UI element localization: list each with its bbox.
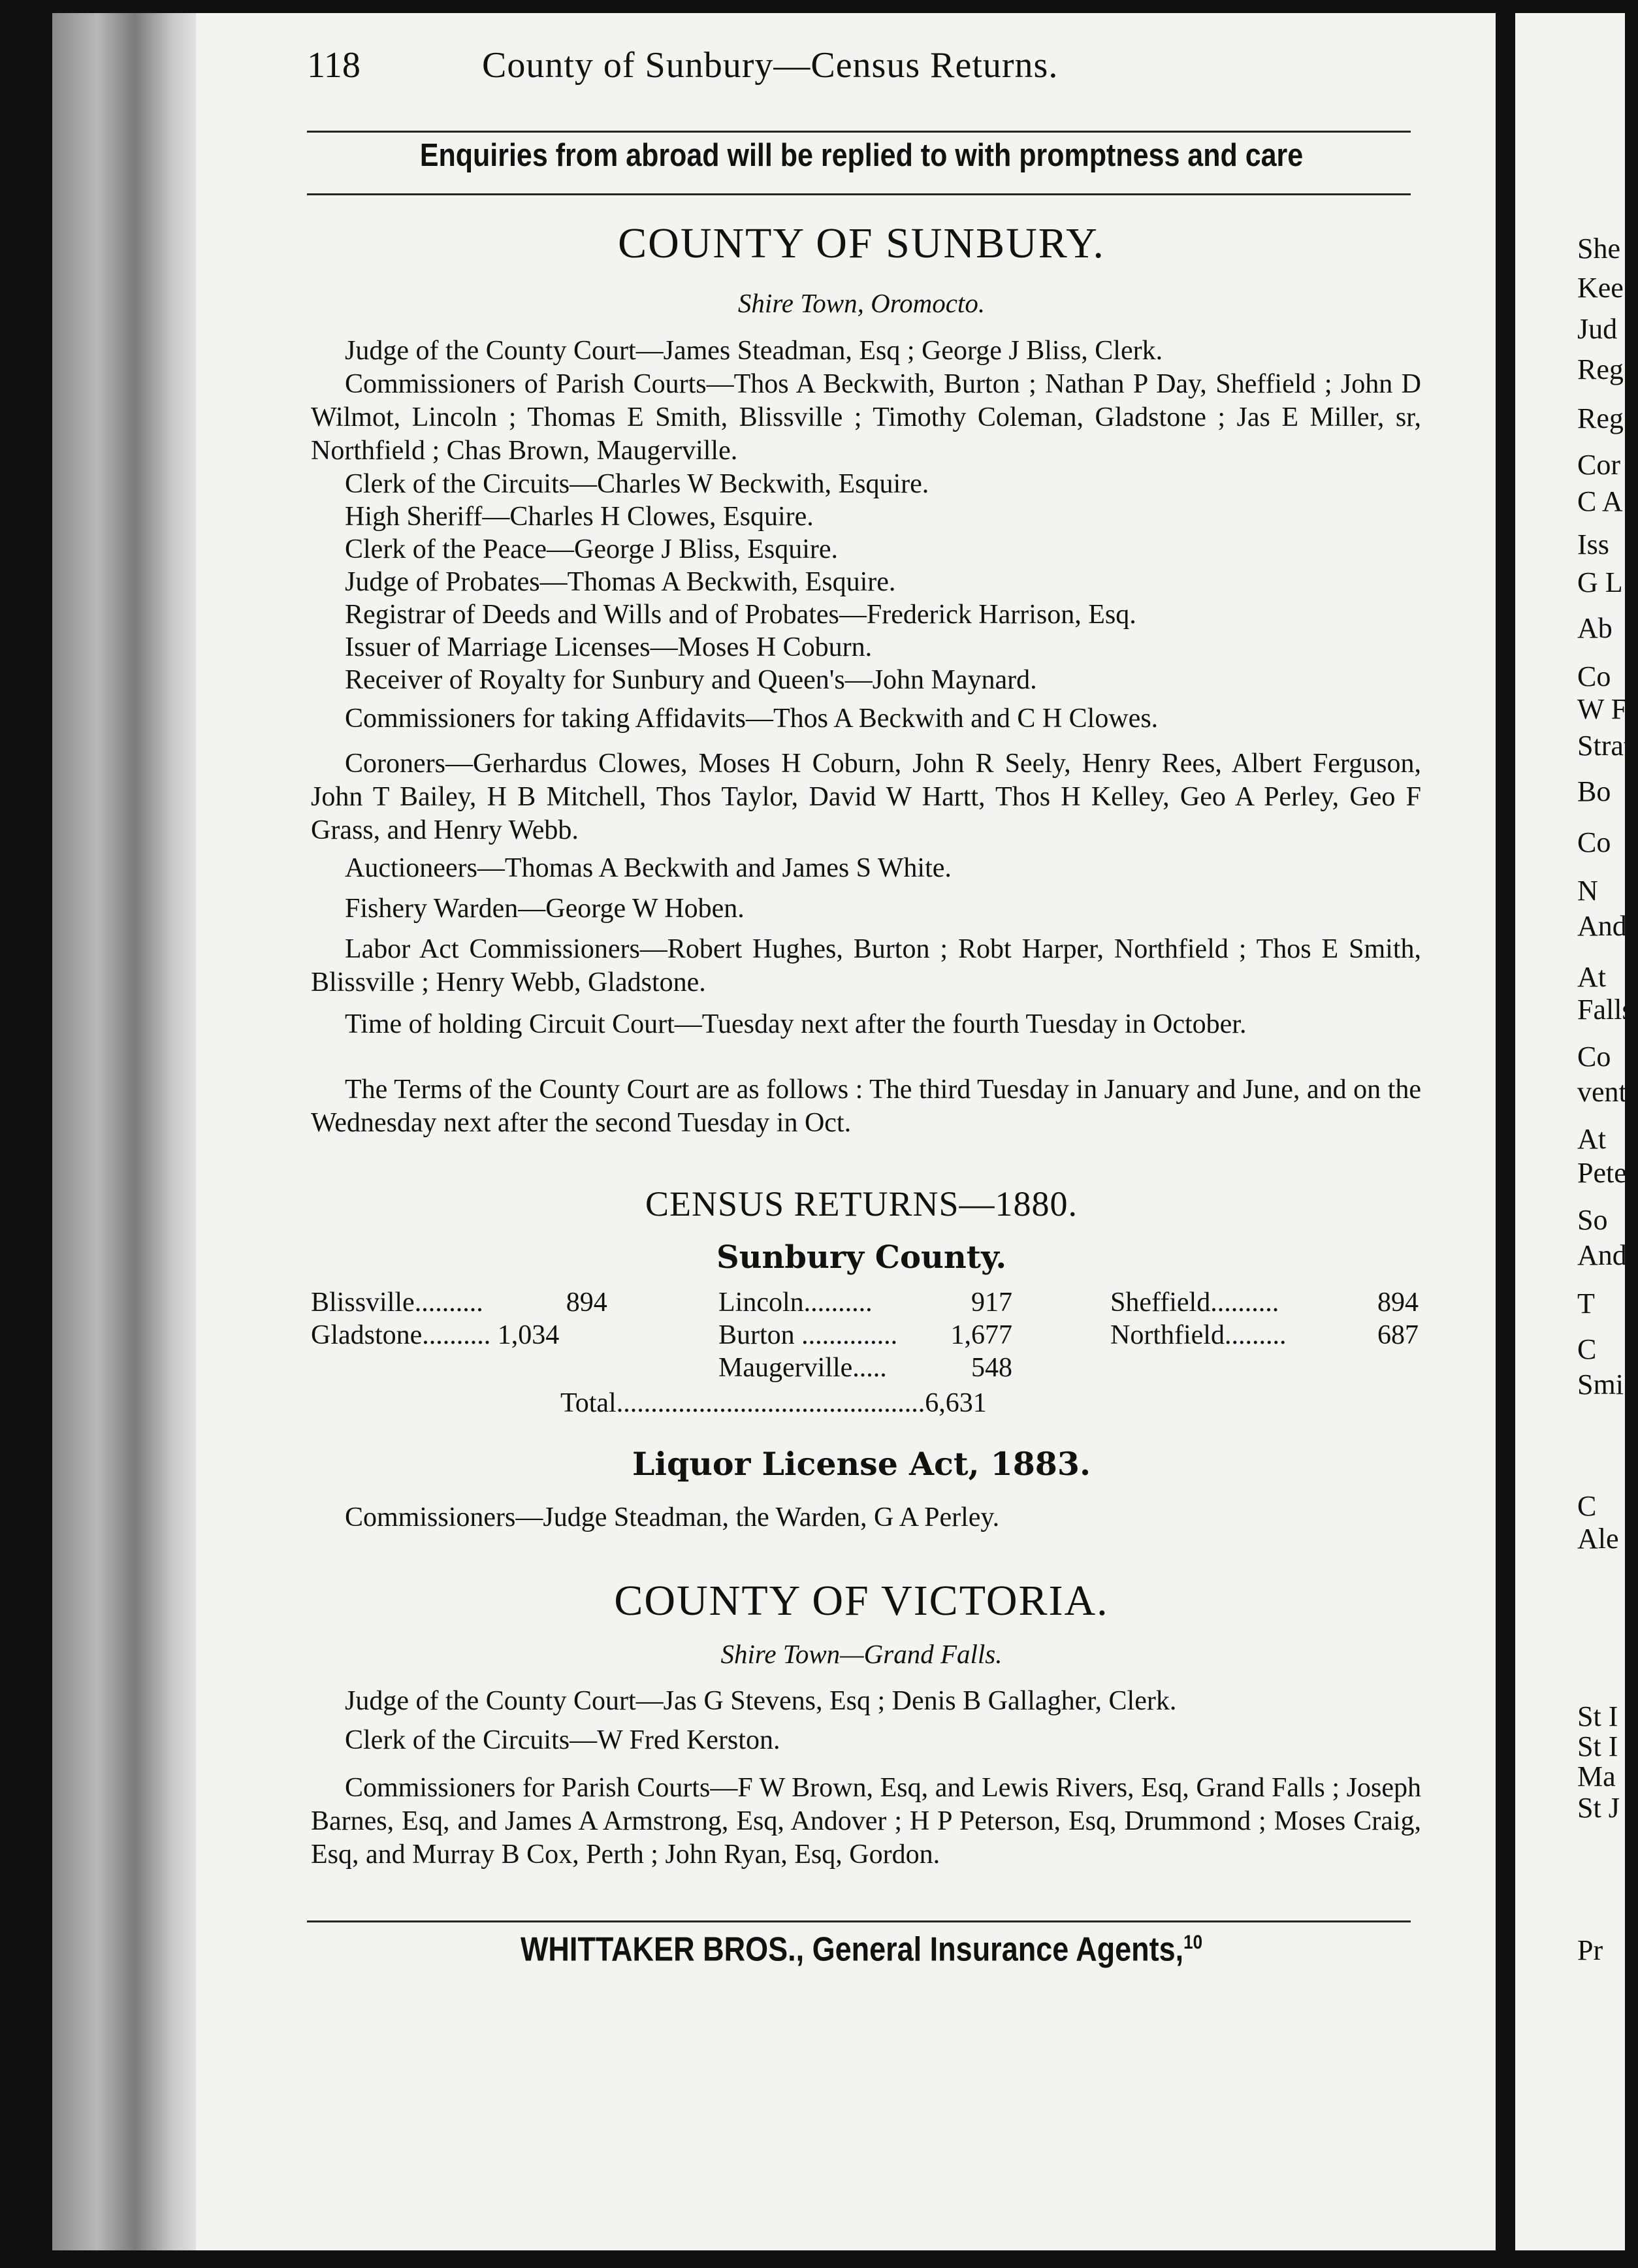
sunbury-commissioners: Commissioners of Parish Courts—Thos A Beckwith, Burton ; Nathan P Day, Sheffield ; John D Wilmot, Lincoln ; Thomas E Smith, Blissville ; Timothy Coleman, Gladstone ; Jas E Miller, sr, Northfield ; Chas Brown, Maugerville. xyxy=(311,369,1421,466)
facing-page-fragment: C xyxy=(1577,1490,1597,1522)
sunbury-circuit-court: Time of holding Circuit Court—Tuesday next after the fourth Tuesday in October. xyxy=(345,1009,1247,1039)
footer-rule xyxy=(307,1920,1411,1922)
facing-page-fragment: Strat xyxy=(1577,730,1632,762)
sunbury-sheriff: High Sheriff—Charles H Clowes, Esquire. xyxy=(345,502,814,532)
facing-page-fragment: Pete xyxy=(1577,1157,1627,1189)
facing-page-fragment: T xyxy=(1577,1288,1595,1320)
sunbury-clerk-circuits: Clerk of the Circuits—Charles W Beckwith, Esquire. xyxy=(345,469,929,499)
facing-page-fragment: She xyxy=(1577,233,1620,265)
facing-page-fragment: At xyxy=(1577,961,1606,993)
facing-page-fragment: C A I xyxy=(1577,485,1638,517)
census-row-maugerville: Maugerville..... 548 xyxy=(718,1353,1012,1383)
sunbury-judge-probates: Judge of Probates—Thomas A Beckwith, Esquire. xyxy=(345,567,896,597)
census-row-northfield: Northfield......... 687 xyxy=(1110,1320,1419,1350)
sunbury-coroners: Coroners—Gerhardus Clowes, Moses H Coburn, John R Seely, Henry Rees, Albert Ferguson, John T Bailey, H B Mitchell, Thos Taylor, David W Hartt, Thos H Kelley, Geo A Perley, Geo F Grass, and Henry Webb. xyxy=(311,749,1421,845)
facing-page-fragment: Smi xyxy=(1577,1369,1624,1401)
sunbury-shire-town: Shire Town, Oromocto. xyxy=(737,288,986,318)
running-title: County of Sunbury—Census Returns. xyxy=(482,45,1059,86)
facing-page xyxy=(1515,13,1638,2250)
facing-page-fragment: So xyxy=(1577,1204,1608,1236)
facing-page-fragment: Cor xyxy=(1577,449,1620,481)
liquor-commissioners: Commissioners—Judge Steadman, the Warden, G A Perley. xyxy=(345,1502,1000,1532)
facing-page-fragment: Co xyxy=(1577,826,1611,858)
liquor-title: Liquor License Act, 1883. xyxy=(632,1445,1091,1483)
census-subtitle: Sunbury County. xyxy=(716,1239,1007,1276)
sunbury-affidavits: Commissioners for taking Affidavits—Thos A Beckwith and C H Clowes. xyxy=(345,704,1159,734)
facing-page-fragment: Kee xyxy=(1577,272,1624,304)
sunbury-clerk-peace: Clerk of the Peace—George J Bliss, Esquire. xyxy=(345,534,839,564)
sunbury-labor-act: Labor Act Commissioners—Robert Hughes, Burton ; Robt Harper, Northfield ; Thos E Smith, Blissville ; Henry Webb, Gladstone. xyxy=(311,934,1421,997)
facing-page-fragment: Pr xyxy=(1577,1934,1603,1966)
facing-page-fragment: St J xyxy=(1577,1792,1620,1824)
facing-page-fragment: St I xyxy=(1577,1700,1618,1732)
facing-page-fragment: G L xyxy=(1577,566,1623,598)
census-title: CENSUS RETURNS—1880. xyxy=(645,1184,1078,1223)
sunbury-royalty: Receiver of Royalty for Sunbury and Queen's—John Maynard. xyxy=(345,665,1037,695)
facing-page-fragment: Iss xyxy=(1577,528,1609,560)
facing-page-fragment: Bo xyxy=(1577,775,1611,807)
sunbury-registrar: Registrar of Deeds and Wills and of Probates—Frederick Harrison, Esq. xyxy=(345,600,1136,630)
banner-rule xyxy=(307,193,1411,195)
facing-page-fragment: Ab xyxy=(1577,612,1613,644)
facing-page-fragment: At xyxy=(1577,1123,1606,1155)
facing-page-fragment: Falls xyxy=(1577,994,1633,1026)
banner-notice: Enquiries from abroad will be replied to with promptness and care xyxy=(419,137,1304,174)
facing-page-fragment: Ma xyxy=(1577,1760,1616,1792)
census-row-gladstone: Gladstone.......... 1,034 xyxy=(311,1320,560,1350)
victoria-commissioners: Commissioners for Parish Courts—F W Brown, Esq, and Lewis Rivers, Esq, Grand Falls ; Joseph Barnes, Esq, and James A Armstrong, Esq, Andover ; H P Peterson, Esq, Drummond ; Moses Craig, Esq, and Murray B Cox, Perth ; John Ryan, Esq, Gordon. xyxy=(311,1773,1421,1870)
sunbury-marriage-licenses: Issuer of Marriage Licenses—Moses H Coburn. xyxy=(345,632,873,662)
sunbury-county-court-terms: The Terms of the County Court are as follows : The third Tuesday in January and June, and on the Wednesday next after the second Tuesday in Oct. xyxy=(311,1075,1421,1138)
facing-page-fragment: Reg xyxy=(1577,353,1624,385)
facing-page-fragment: And xyxy=(1577,1239,1627,1271)
sunbury-judge: Judge of the County Court—James Steadman, Esq ; George J Bliss, Clerk. xyxy=(345,336,1163,366)
census-row-sheffield: Sheffield.......... 894 xyxy=(1110,1288,1419,1318)
facing-page-fragment: Jud xyxy=(1577,313,1618,345)
facing-page-fragment: C xyxy=(1577,1333,1597,1365)
page-number: 118 xyxy=(307,45,361,86)
sunbury-title: COUNTY OF SUNBURY. xyxy=(618,219,1105,267)
sunbury-auctioneers: Auctioneers—Thomas A Beckwith and James S White. xyxy=(345,853,952,883)
census-total: Total.............................................6,631 xyxy=(560,1388,987,1418)
facing-page-fragment: vent xyxy=(1577,1076,1627,1108)
facing-page-fragment: N xyxy=(1577,875,1598,907)
facing-page-fragment: Co xyxy=(1577,660,1611,692)
facing-page-fragment: Ale xyxy=(1577,1523,1619,1555)
header-rule xyxy=(307,131,1411,133)
facing-page-fragment: W F xyxy=(1577,693,1628,725)
facing-page-fragment: St I xyxy=(1577,1730,1618,1762)
book-spine-edge xyxy=(52,13,202,2250)
victoria-clerk-circuits: Clerk of the Circuits—W Fred Kerston. xyxy=(345,1725,780,1755)
census-row-burton: Burton .............. 1,677 xyxy=(718,1320,1012,1350)
facing-page-fragment: And xyxy=(1577,910,1627,942)
footer-advert: WHITTAKER BROS., General Insurance Agents,$^{10}$ xyxy=(520,1930,1203,1968)
facing-page-fragment: Reg xyxy=(1577,402,1624,434)
sunbury-fishery-warden: Fishery Warden—George W Hoben. xyxy=(345,894,745,924)
victoria-judge: Judge of the County Court—Jas G Stevens, Esq ; Denis B Gallagher, Clerk. xyxy=(345,1686,1177,1716)
facing-page-fragment: Co xyxy=(1577,1041,1611,1073)
census-row-lincoln: Lincoln.......... 917 xyxy=(718,1288,1012,1318)
victoria-shire-town: Shire Town—Grand Falls. xyxy=(720,1639,1003,1669)
victoria-title: COUNTY OF VICTORIA. xyxy=(614,1577,1109,1625)
census-row-blissville: Blissville.......... 894 xyxy=(311,1288,607,1318)
